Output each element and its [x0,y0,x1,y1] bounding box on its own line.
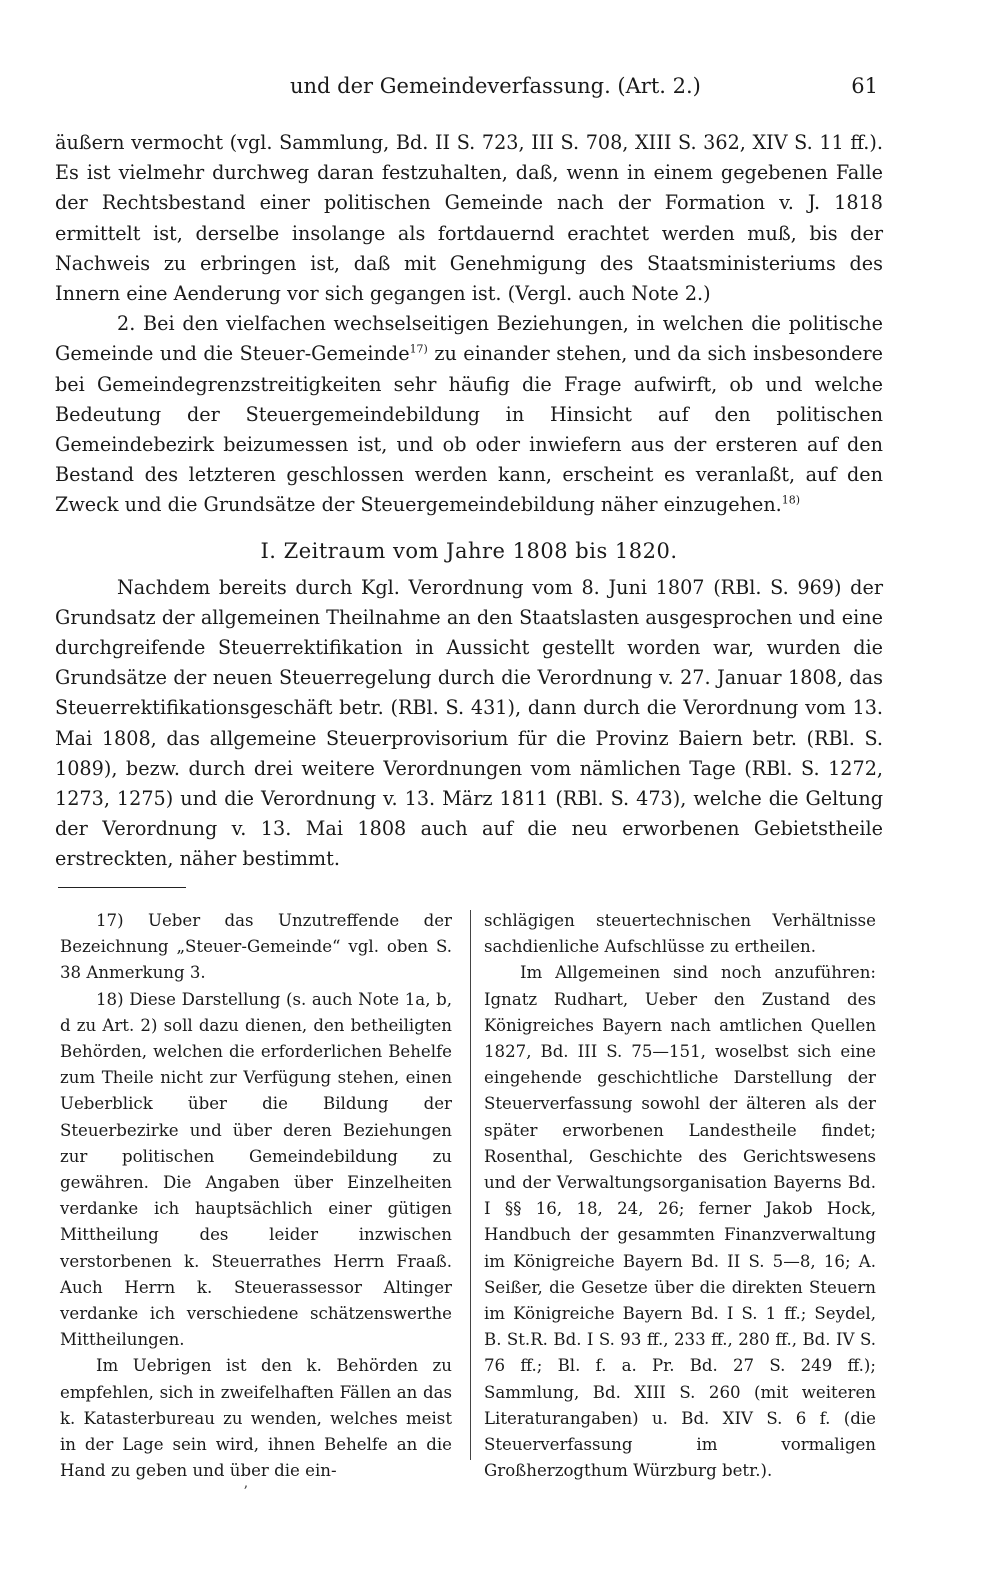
paragraph-2 [55,309,883,520]
running-title: und der Gemeindeverfassung. (Art. 2.) [290,74,701,98]
section-heading: I. Zeitraum vom Jahre 1808 bis 1820. [260,538,678,563]
page-number: 61 [851,74,878,98]
footnote-18: 18) Diese Darstellung (s. auch Note 1a, b, d zu Art. 2) soll dazu dienen, den betheiligten Behörden, welchen die erforderlichen Behelfe zum Theile nicht zur Verfügung stehen, einen Ueberblick über die Bildung der Steuerbezirke und über deren Beziehungen zur politischen Gemeindebildung zu gewähren. Die Angaben über Einzelheiten verdanke ich hauptsächlich einer gütigen Mittheilung des leider inzwischen verstorbenen k. Steuerrathes Herrn Fraaß. Auch Herrn k. Steuerassessor Altinger verdanke ich verschiedene schätzenswerthe Mittheilungen. [60,989,452,1350]
footnote-ref-18: 18) [781,494,801,508]
footnote-18-continued: Im Uebrigen ist den k. Behörden zu empfehlen, sich in zweifelhaften Fällen an das k. Katasterbureau zu wenden, welches meist in der Lage sein wird, ihnen Behelfe an die Hand zu geben und über die ein- [60,1356,452,1481]
running-header [290,74,890,106]
stray-mark: ʼ [243,1484,248,1500]
paragraph-2-text-a: 2. Bei den vielfachen wechselseitigen Beziehungen, in welchen die politische Gemeinde und die Steuer-Gemeinde [55,312,883,366]
footnote-ref-17: 17) [409,343,428,357]
footnote-column-divider [470,910,471,1460]
paragraph-3: Nachdem bereits durch Kgl. Verordnung vom 8. Juni 1807 (RBl. S. 969) der Grundsatz der allgemeinen Theilnahme an den Staatslasten ausgesprochen und eine durchgreifende Steuerrektifikation in Aussicht gestellt worden war, wurden die Grundsätze der neuen Steuerregelung durch die Verordnung v. 27. Januar 1808, das Steuerrektifikationsgeschäft betr. (RBl. S. 431), dann durch die Verordnung vom 13. Mai 1808, das allgemeine Steuerprovisorium für die Provinz Baiern betr. (RBl. S. 1089), bezw. durch drei weitere Verordnungen vom nämlichen Tage (RBl. S. 1272, 1273, 1275) und die Verordnung v. 13. März 1811 (RBl. S. 473), welche die Geltung der Verordnung v. 13. Mai 1808 auch auf die neu erworbenen Gebietstheile erstreckten, näher bestimmt. [55,575,883,871]
footnote-17: 17) Ueber das Unzutreffende der Bezeichnung „Steuer-Gemeinde“ vgl. oben S. 38 Anmerkung 3. [60,911,452,983]
paragraph-continuation: äußern vermocht (vgl. Sammlung, Bd. II S. 723, III S. 708, XIII S. 362, XIV S. 11 ff.). Es ist vielmehr durchweg daran festzuhalten, daß, wenn in einem gegebenen Falle der Rechtsbestand einer politischen Gemeinde nach der Formation v. J. 1818 ermittelt ist, derselbe insolange als fortdauernd erachtet werden muß, bis der Nachweis zu erbringen ist, daß mit Genehmigung des Staatsministeriums des Innern eine Aenderung vor sich gegangen ist. (Vergl. auch Note 2.) [55,131,883,306]
footnotes-right-column [484,908,876,1484]
footnote-18-literature: Im Allgemeinen sind noch anzuführen: Ignatz Rudhart, Ueber den Zustand des Königreiches Bayern nach amtlichen Quellen 1827, Bd. III S. 75—151, woselbst sich eine eingehende geschichtliche Darstellung der Steuerverfassung sowohl der älteren als der später erworbenen Landestheile findet; Rosenthal, Geschichte des Gerichtswesens und der Verwaltungsorganisation Bayerns Bd. I §§ 16, 18, 24, 26; ferner Jakob Hock, Handbuch der gesammten Finanzverwaltung im Königreiche Bayern Bd. II S. 5—8, 16; A. Seißer, die Gesetze über die direkten Steuern im Königreiche Bayern Bd. I S. 1 ff.; Seydel, B. St.R. Bd. I S. 93 ff., 233 ff., 280 ff., Bd. IV S. 76 ff.; Bl. f. a. Pr. Bd. 27 S. 249 ff.); Sammlung, Bd. XIII S. 260 (mit weiteren Literaturangaben) u. Bd. XIV S. 6 f. (die Steuerverfassung im vormaligen Großherzogthum Würzburg betr.). [484,963,876,1481]
footnote-rule [58,887,186,888]
footnotes-left-column [60,908,452,1484]
main-text [55,128,883,875]
paragraph-2-text-b: zu einander stehen, und da sich insbesondere bei Gemeindegrenzstreitigkeiten sehr häufig die Frage aufwirft, ob und welche Bedeutung der Steuergemeindebildung in Hinsicht auf den politischen Gemeindebezirk beizumessen ist, und ob oder inwiefern aus der ersteren auf den Bestand des letzteren geschlossen werden kann, erscheint es veranlaßt, auf den Zweck und die Grundsätze der Steuergemeindebildung näher einzugehen. [55,342,883,517]
footnote-18-carryover: schlägigen steuertechnischen Verhältnisse sachdienliche Aufschlüsse zu ertheilen. [484,911,876,957]
